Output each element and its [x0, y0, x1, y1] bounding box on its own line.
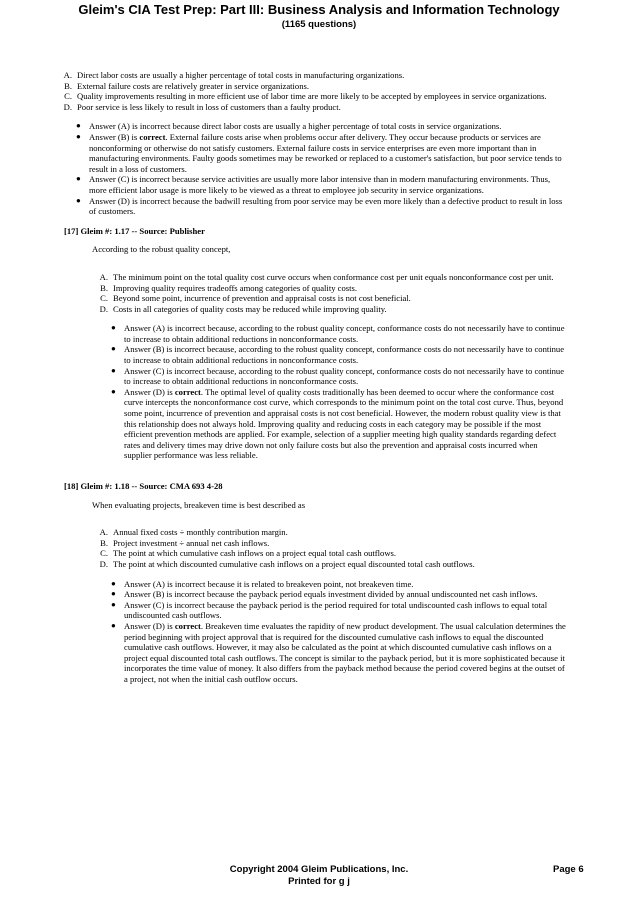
answer-explanation: [76, 174, 566, 195]
answer-text: Answer (A) is incorrect because, according to the robust quality concept, conformance costs do not necessarily have to continue to increase to obtain additional reductions in nonconformance costs.: [124, 323, 565, 344]
answer-explanation: [111, 366, 566, 387]
footer-center: [214, 864, 424, 888]
page-content: [0, 70, 638, 685]
option-d: [96, 559, 566, 570]
question-text: When evaluating projects, breakeven time is best described as: [92, 499, 306, 510]
option-text: Direct labor costs are usually a higher percentage of total costs in manufacturing organizations.: [77, 70, 405, 80]
option-text: Costs in all categories of quality costs may be reduced while improving quality.: [113, 303, 387, 314]
option-letter: D.: [63, 101, 72, 112]
bullet-icon: ●: [111, 365, 116, 375]
correct-label: correct: [139, 131, 166, 142]
answer-text: Answer (B) is incorrect because the payback period equals investment divided by annual undiscounted net cash inflows.: [124, 589, 538, 600]
option-letter: C.: [100, 548, 108, 559]
option-letter: D.: [99, 558, 108, 569]
bullet-icon: ●: [76, 174, 81, 184]
option-letter: C.: [100, 293, 108, 304]
option-c: [60, 91, 565, 102]
bullet-icon: ●: [111, 578, 116, 588]
bullet-icon: ●: [76, 121, 81, 131]
option-letter: C.: [64, 91, 72, 102]
option-text: The point at which cumulative cash inflows on a project equal total cash outflows.: [113, 548, 397, 559]
option-text: Beyond some point, incurrence of prevention and appraisal costs is not cost beneficial.: [113, 293, 411, 304]
question-heading: [17] Gleim #: 1.17 -- Source: Publisher: [64, 225, 205, 236]
bullet-icon: ●: [111, 589, 116, 599]
header-title: Gleim's CIA Test Prep: Part III: Business Analysis and Information Technology: [78, 2, 560, 17]
option-text: External failure costs are relatively greater in service organizations.: [77, 80, 310, 91]
option-text: Poor service is less likely to result in loss of customers than a faulty product.: [77, 101, 341, 112]
answer-text: Answer (C) is incorrect because the payback period is the period required for total undiscounted cash inflows to equal total undiscounted cash outflows.: [124, 599, 548, 621]
answer-explanation: [111, 621, 566, 685]
bullet-icon: ●: [111, 620, 116, 630]
answer-text: Answer (C) is incorrect because service activities are usually more labor intensive than in modern manufacturing environments. Thus, more efficient labor usage is more likely to be viewed as a threat to employee job security in service organizations.: [89, 174, 551, 195]
correct-label: correct: [174, 620, 201, 631]
correct-label: correct: [174, 386, 201, 397]
option-text: Improving quality requires tradeoffs among categories of quality costs.: [113, 282, 357, 293]
option-letter: D.: [99, 303, 108, 314]
option-text: Project investment ÷ annual net cash inflows.: [113, 537, 270, 548]
q16-answers: [76, 121, 566, 216]
answer-text: Answer (A) is incorrect because it is related to breakeven point, not breakeven time.: [124, 578, 414, 589]
copyright-text: Copyright 2004 Gleim Publications, Inc.: [229, 864, 409, 875]
option-text: Quality improvements resulting in more efficient use of labor time are more likely to be accepted by employees in service organizations.: [77, 91, 547, 102]
option-text: The minimum point on the total quality cost curve occurs when conformance cost per unit equals nonconformance cost per unit.: [113, 271, 554, 282]
option-b: [96, 283, 566, 294]
answer-text: Answer (D) is correct. Breakeven time evaluates the rapidity of new product development. The usual calculation determines the period beginning with project approval that is required for the discounted cumulative cash inflows to equal the discounted cumulative cash outflows. However, it may also be calculated as the point at which discounted cumulative cash inflows on a project equal discounted total cash outflows. The concept is similar to the payback period, but it is more sophisticated because it incorporates the time value of money. It also differs from the payback method because the period covered begins at the outset of a project, not when the initial cash outflow occurs.: [124, 620, 566, 684]
answer-explanation: [111, 600, 566, 621]
q17-options: [96, 272, 566, 314]
answer-explanation: [76, 132, 566, 174]
answer-explanation: [111, 579, 566, 590]
answer-text: Answer (B) is incorrect because, according to the robust quality concept, conformance costs do not necessarily have to continue to increase to obtain additional reductions in nonconformance costs.: [124, 344, 565, 366]
answer-explanation: [76, 196, 566, 217]
option-b: [96, 538, 566, 549]
answer-text: Answer (C) is incorrect because, according to the robust quality concept, conformance costs do not necessarily have to continue to increase to obtain additional reductions in nonconformance costs.: [124, 365, 565, 387]
bullet-icon: ●: [76, 131, 81, 141]
option-c: [96, 293, 566, 304]
header-subtitle: (1165 questions): [281, 19, 357, 30]
answer-explanation: [76, 121, 566, 132]
bullet-icon: ●: [76, 195, 81, 205]
bullet-icon: ●: [111, 386, 116, 396]
answer-explanation: [111, 589, 566, 600]
answer-text: Answer (D) is correct. The optimal level of quality costs traditionally has been deemed to occur where the conformance cost curve intercepts the nonconformance cost curve, which corresponds to the minimum point on the total cost curve. Thus, beyond some point, incurrence of prevention and appraisal costs is not cost beneficial. However, the modern robust quality view is that this relationship does not always hold. Improving quality and reducing costs in each category may be possible if the most efficient prevention methods are applied. For example, selection of a supplier meeting high quality standards regarding defect rates and delivery times may drive down not only failure costs but also the prevention and appraisal costs incurred when supplier performance was less reliable.: [124, 386, 564, 461]
answer-text: Answer (B) is correct. External failure costs arise when problems occur after delivery. They occur because products or services are nonconforming or otherwise do not satisfy customers. External failure costs in service enterprises are even more important than in manufacturing environments. Faulty goods sometimes may be reworked or replaced to a customer's satisfaction, but poor service tends to result in a loss of customers.: [89, 131, 562, 174]
option-d: [60, 102, 565, 113]
option-a: [96, 527, 566, 538]
page-number: Page 6: [553, 864, 584, 875]
answer-explanation: [111, 344, 566, 365]
q17-answers: [111, 323, 566, 461]
option-letter: A.: [99, 271, 108, 282]
answer-explanation: [111, 387, 566, 461]
option-d: [96, 304, 566, 315]
bullet-icon: ●: [111, 323, 116, 333]
option-letter: B.: [100, 537, 108, 548]
option-letter: B.: [100, 282, 108, 293]
answer-text: Answer (D) is incorrect because the badwill resulting from poor service may be even more likely than a defective product to result in loss of customers.: [89, 195, 563, 217]
page-header: [0, 2, 638, 31]
option-c: [96, 548, 566, 559]
bullet-icon: ●: [111, 599, 116, 609]
option-a: [60, 70, 565, 81]
q16-options: [60, 70, 565, 112]
bullet-icon: ●: [111, 344, 116, 354]
option-a: [96, 272, 566, 283]
option-letter: B.: [64, 80, 72, 91]
option-text: Annual fixed costs ÷ monthly contribution margin.: [113, 527, 288, 538]
answer-explanation: [111, 323, 566, 344]
option-letter: A.: [63, 70, 72, 80]
question-text: According to the robust quality concept,: [92, 244, 231, 255]
question-heading: [18] Gleim #: 1.18 -- Source: CMA 693 4-28: [64, 481, 223, 491]
option-b: [60, 81, 565, 92]
answer-text: Answer (A) is incorrect because direct labor costs are usually a higher percentage of total costs in service organizations.: [89, 121, 502, 132]
option-text: The point at which discounted cumulative cash inflows on a project equal discounted total cash outflows.: [113, 558, 475, 569]
option-letter: A.: [99, 527, 108, 538]
printed-for-text: Printed for g j: [288, 876, 350, 887]
q18-answers: [111, 579, 566, 685]
q18-options: [96, 527, 566, 569]
